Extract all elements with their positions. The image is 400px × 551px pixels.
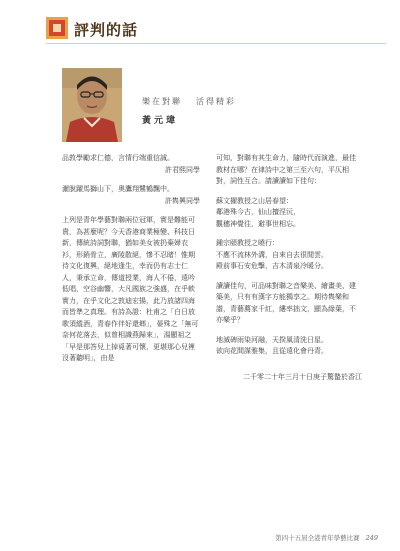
poem-2-line-2: 殿前事石安危擊，吉木清泉冷暖分。: [216, 262, 328, 270]
poem-1-line-1: 鄰港殊今古，仙山擅涅沅，: [216, 208, 300, 216]
closing-couplet-line-1: 地滅碑雨染河融，天揆風清洗日星。: [216, 335, 328, 344]
page-footer: [275, 533, 378, 542]
article-title-left: 樂在對聯: [142, 97, 182, 106]
author-photo: [62, 68, 122, 142]
section-logo-icon: [46, 17, 68, 39]
section-title: 評判的話: [74, 21, 139, 39]
closing-paragraph: 讀讀佳句，可品味對聯之音樂美、繪畫美、建築美，只有有漢字方能獨享之。期待雋樂和諧，青藝薦家千紅，縷率拙文，顯為綠葉，不亦樂乎？: [216, 281, 356, 324]
date-line: 二千零二十年三月十日庚子驚蟄於香江: [243, 372, 362, 381]
couplet-1-signature: 許君熙同學: [165, 165, 200, 174]
author-name: 黃元瑋: [142, 116, 179, 126]
closing-couplet-line-2: 欲向花間謀雅集，且從遠化會丹青。: [216, 347, 328, 355]
page-header: [46, 17, 386, 47]
body-paragraph-continued: 可知，對聯有其生命力，隨時代而演進，最佳教材在哪？在律詩中之第三至六句，平仄相對，詞性互合。請讀讀如下佳句：: [216, 154, 356, 185]
body-paragraph: 上列是青年學藝對聯兩位冠軍，實是難能可貴，為甚麼呢？今天香港商業極變、科技日新，傳統詩詞對聯，猶如美女被扔棄婦衣衫，形銷骨立，廣陵散絕，慘不忍睹！惟期待文化復興，絕地逢生，幸而仍有志士仁人，秉承立命，傳道授業，海人不倦，遠吟低唱，空谷幽響，大凡國族之強盛，在乎軟實力，在乎文化之敦迪宏揚，此乃放諸四海而皆準之真理。有詩為證：杜甫之「白日放歌須縱酒，青春作伴好還鄉」，晏殊之「無可奈何花落去，似曾相識燕歸來」，湯顯祖之「早是那答兒上掉覓著可懷，更堪那心兒裡沒著聽明」，由是: [62, 216, 199, 362]
left-column: [62, 153, 200, 365]
poem-2-intro: 鍾宗頤教授之曉行：: [216, 239, 279, 247]
article-title: [142, 96, 392, 107]
article-title-right: 活得精彩: [196, 97, 236, 106]
couplet-2: 灑脫躍馬獅山下，奥鷹翔鷺鶴飄中。: [62, 185, 174, 193]
footer-text: 第四十五屆全港青年學藝比賽: [275, 534, 360, 542]
poem-1-intro: 蘇文擢教授之山居春望：: [216, 196, 293, 205]
poem-1-line-2: 觀穗神覺往，避事世相忘。: [216, 219, 300, 228]
article-heading: [142, 96, 392, 126]
right-column: [216, 153, 362, 383]
page-number: 249: [365, 534, 378, 542]
poem-2-line-1: 不應不流林外溝，自來自去很閒雲。: [216, 250, 328, 259]
couplet-2-signature: 許雋興同學: [165, 196, 200, 205]
couplet-1: 品敦學勵求仁德，言情行端重信誠。: [62, 154, 174, 162]
header-divider: [46, 43, 386, 44]
